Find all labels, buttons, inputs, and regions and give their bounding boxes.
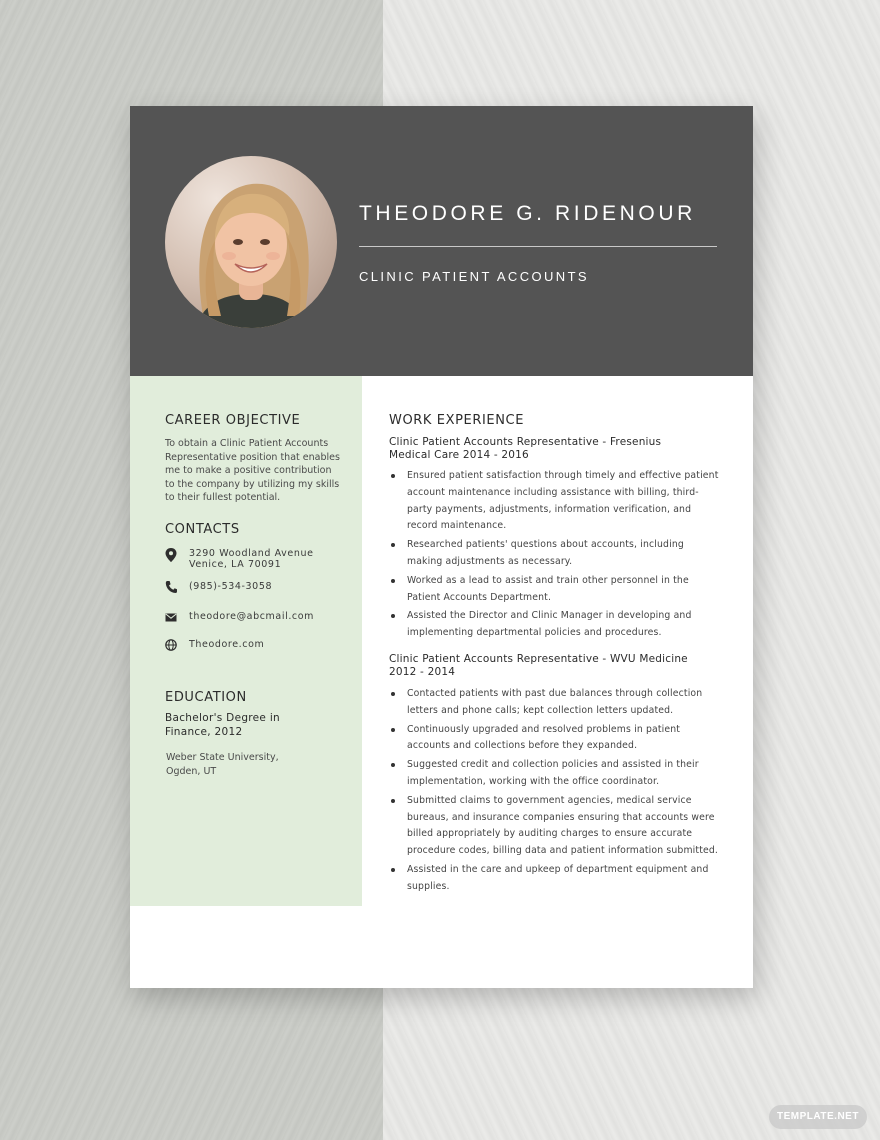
job-title-2: Clinic Patient Accounts Representative - WVU Medicine 2012 - 2014 <box>389 653 688 678</box>
list-item: Suggested credit and collection policies and assisted in their implementation, working with the office coordinator. <box>389 757 719 791</box>
address-line-1: 3290 Woodland Avenue <box>189 548 314 559</box>
contacts-heading: CONTACTS <box>165 522 240 537</box>
resume-sidebar <box>130 376 362 906</box>
career-objective-heading: CAREER OBJECTIVE <box>165 413 301 428</box>
resume-header <box>130 106 753 376</box>
header-divider <box>359 246 717 247</box>
career-objective-text: To obtain a Clinic Patient Accounts Representative position that enables me to make a positive contribution to the company by utilizing my skills to their fullest potential. <box>165 438 340 504</box>
list-item: Worked as a lead to assist and train other personnel in the Patient Accounts Department. <box>389 573 719 607</box>
website: Theodore.com <box>189 639 265 650</box>
list-item: Assisted in the care and upkeep of department equipment and supplies. <box>389 862 719 896</box>
work-experience-heading: WORK EXPERIENCE <box>389 413 525 428</box>
list-item: Assisted the Director and Clinic Manager in developing and implementing departmental policies and procedures. <box>389 608 719 642</box>
email-address: theodore@abcmail.com <box>189 611 315 622</box>
candidate-name: THEODORE G. RIDENOUR <box>359 202 696 225</box>
globe-icon <box>165 638 177 652</box>
resume-page <box>130 106 753 988</box>
address-line-2: Venice, LA 70091 <box>189 559 282 570</box>
phone-icon <box>165 580 177 594</box>
education-degree: Bachelor's Degree in Finance, 2012 <box>165 712 281 738</box>
location-pin-icon <box>165 548 177 562</box>
list-item: Contacted patients with past due balances through collection letters and phone calls; kept collection letters updated. <box>389 686 719 720</box>
list-item: Researched patients' questions about accounts, including making adjustments as necessary. <box>389 537 719 571</box>
list-item: Continuously upgraded and resolved problems in patient accounts and collections before they expanded. <box>389 722 719 756</box>
candidate-role: CLINIC PATIENT ACCOUNTS <box>359 269 590 284</box>
job-1-duties <box>389 468 719 644</box>
job-2-duties <box>389 686 719 898</box>
phone-number: (985)-534-3058 <box>189 581 273 592</box>
email-icon <box>165 611 177 625</box>
education-school: Weber State University, Ogden, UT <box>166 752 279 777</box>
profile-photo <box>165 156 337 328</box>
template-net-watermark: TEMPLATE.NET <box>769 1105 867 1129</box>
list-item: Ensured patient satisfaction through timely and effective patient account maintenance including assistance with billing, third-party payments, adjustments, information verification, and record maintenance. <box>389 468 719 535</box>
portrait-illustration <box>165 156 337 328</box>
list-item: Submitted claims to government agencies, medical service bureaus, and insurance companies ensuring that accounts were billed appropriately by auditing charges to ensure accurate procedure codes, billing data and patient information submitted. <box>389 793 719 860</box>
job-title-1: Clinic Patient Accounts Representative - Fresenius Medical Care 2014 - 2016 <box>389 436 662 461</box>
education-heading: EDUCATION <box>165 690 247 705</box>
